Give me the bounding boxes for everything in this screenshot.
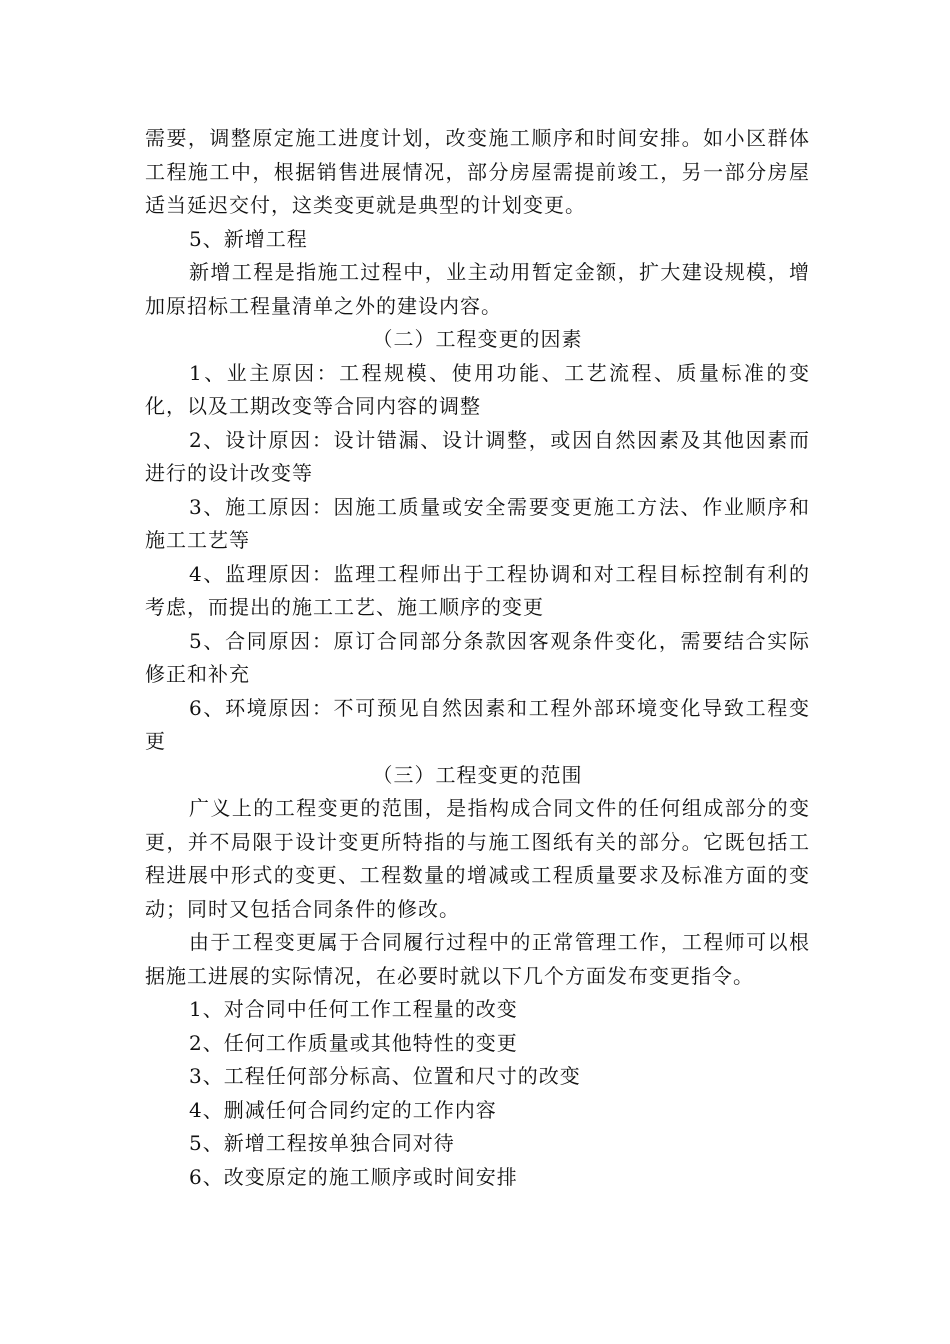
factor-supervision: 4、监理原因：监理工程师出于工程协调和对工程目标控制有利的考虑，而提出的施工工艺、施工顺序的变更: [145, 561, 810, 619]
factor-construction: 3、施工原因：因施工质量或安全需要变更施工方法、作业顺序和施工工艺等: [145, 494, 810, 552]
document-body: [145, 122, 810, 1194]
factor-design: 2、设计原因：设计错漏、设计调整，或因自然因素及其他因素而进行的设计改变等: [145, 427, 810, 485]
paragraph-plan-change: 需要，调整原定施工进度计划，改变施工顺序和时间安排。如小区群体工程施工中，根据销售进展情况，部分房屋需提前竣工，另一部分房屋适当延迟交付，这类变更就是典型的计划变更。: [145, 126, 810, 217]
list-item-level-position: 3、工程任何部分标高、位置和尺寸的改变: [189, 1064, 581, 1088]
list-item-quality: 2、任何工作质量或其他特性的变更: [189, 1030, 518, 1055]
paragraph-scope-broad: 广义上的工程变更的范围，是指构成合同文件的任何组成部分的变更，并不局限于设计变更所特指的与施工图纸有关的部分。它既包括工程进展中形式的变更、工程数量的增减或工程质量要求及标准方面的变动；同时又包括合同条件的修改。: [145, 796, 810, 921]
paragraph-scope-instructions: 由于工程变更属于合同履行过程中的正常管理工作，工程师可以根据施工进展的实际情况，在必要时就以下几个方面发布变更指令。: [145, 930, 810, 988]
factor-contract: 5、合同原因：原订合同部分条款因客观条件变化，需要结合实际修正和补充: [145, 628, 810, 686]
paragraph-new-works: 新增工程是指施工过程中，业主动用暂定金额，扩大建设规模，增加原招标工程量清单之外的建设内容。: [145, 260, 810, 318]
factor-owner: 1、业主原因：工程规模、使用功能、工艺流程、质量标准的变化，以及工期改变等合同内容的调整: [145, 360, 810, 418]
list-item-new-works: 5、新增工程按单独合同对待: [189, 1131, 455, 1155]
factor-environment: 6、环境原因：不可预见自然因素和工程外部环境变化导致工程变更: [145, 695, 810, 753]
item-new-works-title: 5、新增工程: [189, 226, 308, 251]
section-heading-scope: （三）工程变更的范围: [372, 762, 583, 787]
section-heading-factors: （二）工程变更的因素: [372, 327, 583, 351]
list-item-delete-work: 4、删减任何合同约定的工作内容: [189, 1097, 497, 1122]
list-item-quantity: 1、对合同中任何工作工程量的改变: [189, 997, 518, 1021]
list-item-sequence: 6、改变原定的施工顺序或时间安排: [189, 1164, 518, 1189]
